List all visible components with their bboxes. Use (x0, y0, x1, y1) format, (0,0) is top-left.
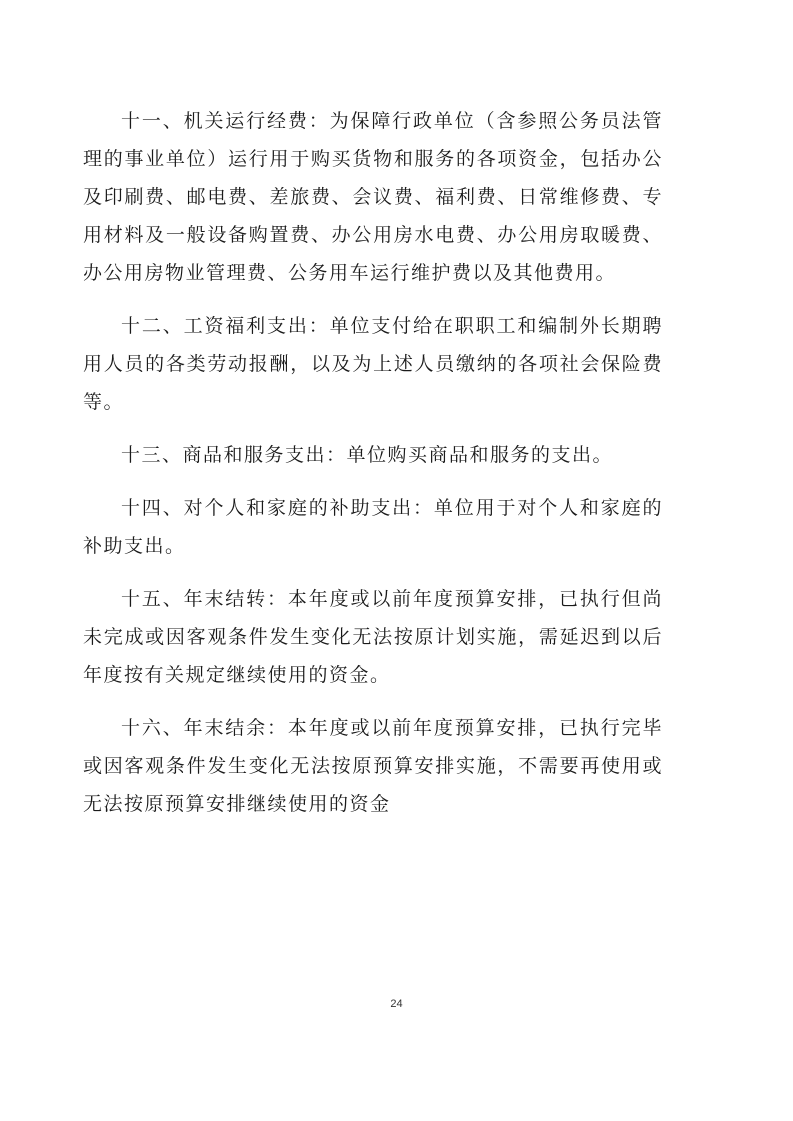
paragraph-item-11: 十一、机关运行经费：为保障行政单位（含参照公务员法管理的事业单位）运行用于购买货物和服务的各项资金，包括办公及印刷费、邮电费、差旅费、会议费、福利费、日常维修费、专用材料及一般设备购置费、办公用房水电费、办公用房取暖费、办公用房物业管理费、公务用车运行维护费以及其他费用。 (83, 110, 663, 284)
paragraph-item-15: 十五、年末结转：本年度或以前年度预算安排，已执行但尚未完成或因客观条件发生变化无法按原计划实施，需延迟到以后年度按有关规定继续使用的资金。 (83, 588, 663, 686)
paragraph-item-12: 十二、工资福利支出：单位支付给在职职工和编制外长期聘用人员的各类劳动报酬，以及为上述人员缴纳的各项社会保险费等。 (83, 315, 663, 413)
paragraph-item-14: 十四、对个人和家庭的补助支出：单位用于对个人和家庭的补助支出。 (83, 497, 663, 557)
body-text (83, 102, 663, 838)
paragraph-item-13: 十三、商品和服务支出：单位购买商品和服务的支出。 (121, 444, 614, 466)
paragraph-item-16: 十六、年末结余：本年度或以前年度预算安排，已执行完毕或因客观条件发生变化无法按原预算安排实施，不需要再使用或无法按原预算安排继续使用的资金 (83, 717, 663, 815)
page-number: 24 (390, 998, 403, 1010)
